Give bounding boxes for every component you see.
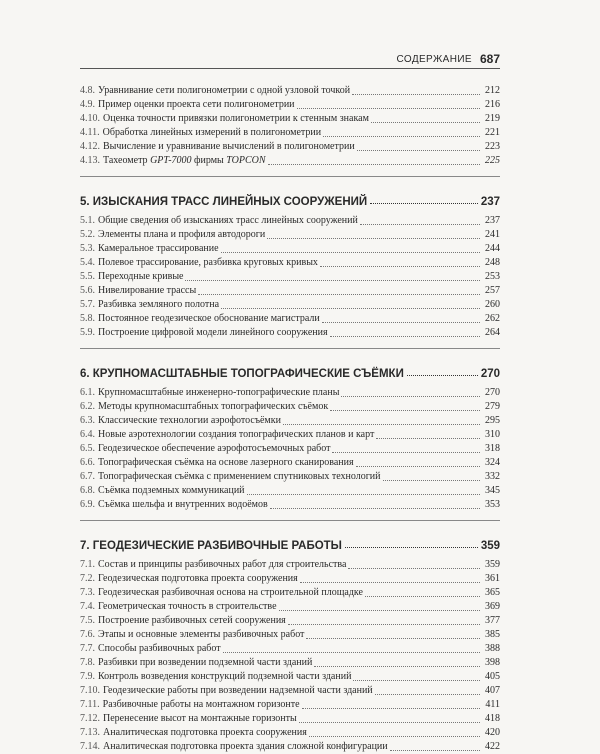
entry-number: 7.12.	[80, 713, 100, 724]
entry-title: Геодезическое обеспечение аэрофотосъемочных работ	[98, 443, 331, 454]
entry-title: Разбивочные работы на монтажном горизонте	[102, 699, 300, 710]
chapter-heading[interactable]	[80, 192, 500, 208]
entry-title: Перенесение высот на монтажные горизонты	[103, 713, 297, 724]
entry-number: 7.8.	[80, 657, 95, 668]
toc-entry[interactable]	[80, 470, 500, 484]
entry-page: 310	[485, 429, 500, 440]
toc-entry[interactable]	[80, 600, 500, 614]
entry-page: 212	[485, 85, 500, 96]
entry-title: Геодезическая разбивочная основа на строительной площадке	[98, 587, 363, 598]
entry-page: 221	[485, 127, 500, 138]
dot-leader	[299, 722, 480, 723]
entry-page: 369	[485, 601, 500, 612]
dot-leader	[352, 94, 480, 95]
entry-number: 4.8.	[80, 85, 95, 96]
dot-leader	[323, 136, 480, 137]
entry-page: 324	[485, 457, 500, 468]
dot-leader	[407, 375, 478, 376]
entry-title: Новые аэротехнологии создания топографических планов и карт	[98, 429, 375, 440]
entry-number: 7.2.	[80, 573, 95, 584]
dot-leader	[341, 396, 480, 397]
toc-entry[interactable]	[80, 84, 500, 98]
entry-title: Элементы плана и профиля автодороги	[98, 229, 266, 240]
entry-title: Съёмка шельфа и внутренних водоёмов	[98, 499, 268, 510]
entry-title: Топографическая съёмка на основе лазерного сканирования	[98, 457, 354, 468]
dot-leader	[283, 424, 480, 425]
entry-number: 7.14.	[80, 741, 100, 752]
entry-page: 377	[485, 615, 500, 626]
entry-title: Крупномасштабные инженерно-топографические планы	[98, 387, 340, 398]
entry-page: 223	[485, 141, 500, 152]
entry-title: Камеральное трассирование	[98, 243, 219, 254]
entry-number: 5.9.	[80, 327, 95, 338]
entry-page: 422	[485, 741, 500, 752]
dot-leader	[383, 480, 480, 481]
chapter-title: 7. ГЕОДЕЗИЧЕСКИЕ РАЗБИВОЧНЫЕ РАБОТЫ	[80, 540, 342, 552]
entry-title: Классические технологии аэрофотосъёмки	[98, 415, 281, 426]
entry-page: 260	[485, 299, 500, 310]
toc-entry[interactable]	[80, 126, 500, 140]
toc-entry[interactable]	[80, 726, 500, 740]
chapter-title: 6. КРУПНОМАСШТАБНЫЕ ТОПОГРАФИЧЕСКИЕ СЪЁМКИ	[80, 368, 404, 380]
toc-entry[interactable]	[80, 586, 500, 600]
toc-entry[interactable]	[80, 98, 500, 112]
toc-entry[interactable]	[80, 270, 500, 284]
entry-title: Аналитическая подготовка проекта здания сложной конфигурации	[103, 741, 388, 752]
chapter-divider	[80, 520, 500, 521]
entry-number: 5.1.	[80, 215, 95, 226]
dot-leader	[302, 708, 480, 709]
entry-title: Состав и принципы разбивочных работ для строительства	[98, 559, 347, 570]
dot-leader	[353, 680, 480, 681]
toc-entry[interactable]	[80, 414, 500, 428]
entry-number: 7.7.	[80, 643, 95, 654]
toc-entry[interactable]	[80, 684, 500, 698]
entry-page: 248	[485, 257, 500, 268]
entry-title: Геометрическая точность в строительстве	[98, 601, 277, 612]
chapter-divider	[80, 176, 500, 177]
entry-title: Нивелирование трассы	[98, 285, 197, 296]
toc-entry[interactable]	[80, 326, 500, 340]
entry-page: 411	[485, 699, 500, 710]
entry-page: 420	[485, 727, 500, 738]
entry-number: 7.11.	[80, 699, 100, 710]
dot-leader	[330, 336, 480, 337]
toc-entry[interactable]	[80, 498, 500, 512]
entry-page: 279	[485, 401, 500, 412]
dot-leader	[268, 164, 480, 165]
entry-page: 388	[485, 643, 500, 654]
chapter-page: 359	[480, 540, 500, 552]
dot-leader	[360, 224, 480, 225]
entry-number: 7.13.	[80, 727, 100, 738]
entry-page: 332	[485, 471, 500, 482]
entry-number: 5.3.	[80, 243, 95, 254]
dot-leader	[390, 750, 480, 751]
entry-page: 244	[485, 243, 500, 254]
entry-title: Разбивка земляного полотна	[98, 299, 220, 310]
entry-title: Обработка линейных измерений в полигонометрии	[102, 127, 322, 138]
dot-leader	[371, 122, 480, 123]
dot-leader	[247, 494, 480, 495]
entry-number: 7.3.	[80, 587, 95, 598]
entry-title: Оценка точности привязки полигонометрии к стенным знакам	[103, 113, 369, 124]
toc-entry[interactable]	[80, 558, 500, 572]
dot-leader	[356, 466, 480, 467]
dot-leader	[309, 736, 480, 737]
entry-page: 253	[485, 271, 500, 282]
toc-entry[interactable]	[80, 614, 500, 628]
toc-entry[interactable]	[80, 642, 500, 656]
chapter-heading[interactable]	[80, 364, 500, 380]
toc-entry[interactable]	[80, 214, 500, 228]
toc-entry[interactable]	[80, 484, 500, 498]
chapter-heading[interactable]	[80, 536, 500, 552]
dot-leader	[185, 280, 480, 281]
chapter-title: 5. ИЗЫСКАНИЯ ТРАСС ЛИНЕЙНЫХ СООРУЖЕНИЙ	[80, 196, 368, 208]
dot-leader	[375, 694, 480, 695]
toc-entry[interactable]	[80, 572, 500, 586]
toc-entry[interactable]	[80, 386, 500, 400]
page-number: 687	[479, 52, 500, 66]
dot-leader	[223, 652, 480, 653]
entry-number: 6.4.	[80, 429, 95, 440]
entry-page: 407	[485, 685, 500, 696]
entry-title: Полевое трассирование, разбивка круговых кривых	[98, 257, 318, 268]
entry-title: Переходные кривые	[98, 271, 184, 282]
entry-number: 6.9.	[80, 499, 95, 510]
page-header	[80, 52, 500, 68]
entry-title: Пример оценки проекта сети полигонометрии	[98, 99, 295, 110]
entry-title: Геодезическая подготовка проекта сооружения	[98, 573, 298, 584]
entry-number: 4.13.	[80, 155, 100, 166]
chapter-page: 270	[480, 368, 500, 380]
entry-number: 4.9.	[80, 99, 95, 110]
entry-page: 219	[485, 113, 500, 124]
entry-number: 5.7.	[80, 299, 95, 310]
entry-number: 7.10.	[80, 685, 100, 696]
entry-title: Постоянное геодезическое обоснование магистрали	[98, 313, 320, 324]
toc-entry[interactable]	[80, 256, 500, 270]
dot-leader	[198, 294, 480, 295]
entry-page: 345	[485, 485, 500, 496]
entry-page: 418	[485, 713, 500, 724]
header-rule	[80, 68, 500, 69]
entry-page: 361	[485, 573, 500, 584]
entry-title: Разбивки при возведении подземной части зданий	[98, 657, 313, 668]
entry-number: 6.5.	[80, 443, 95, 454]
entry-number: 5.6.	[80, 285, 95, 296]
chapter-divider	[80, 348, 500, 349]
chapter-page: 237	[480, 196, 500, 208]
entry-number: 6.3.	[80, 415, 95, 426]
toc-entry[interactable]	[80, 140, 500, 154]
entry-page: 365	[485, 587, 500, 598]
toc-entry[interactable]	[80, 456, 500, 470]
entry-page: 318	[485, 443, 500, 454]
toc-entry[interactable]	[80, 242, 500, 256]
entry-page: 295	[485, 415, 500, 426]
toc-entry[interactable]	[80, 400, 500, 414]
dot-leader	[267, 238, 480, 239]
dot-leader	[322, 322, 480, 323]
dot-leader	[314, 666, 480, 667]
entry-number: 7.6.	[80, 629, 95, 640]
entry-title: Построение цифровой модели линейного сооружения	[98, 327, 328, 338]
toc-entry[interactable]	[80, 670, 500, 684]
entry-title: Вычисление и уравнивание вычислений в полигонометрии	[103, 141, 355, 152]
dot-leader	[300, 582, 480, 583]
toc-entry[interactable]	[80, 154, 500, 168]
entry-number: 5.2.	[80, 229, 95, 240]
toc-entry[interactable]	[80, 442, 500, 456]
entry-page: 270	[485, 387, 500, 398]
table-of-contents	[80, 84, 500, 754]
toc-entry[interactable]	[80, 712, 500, 726]
entry-number: 5.5.	[80, 271, 95, 282]
entry-title: Тахеометр GPT-7000 фирмы TOPCON	[103, 155, 266, 166]
toc-entry[interactable]	[80, 284, 500, 298]
entry-number: 7.5.	[80, 615, 95, 626]
entry-number: 6.1.	[80, 387, 95, 398]
entry-number: 4.10.	[80, 113, 100, 124]
dot-leader	[370, 203, 478, 204]
entry-number: 4.12.	[80, 141, 100, 152]
entry-title: Контроль возведения конструкций подземной части зданий	[98, 671, 352, 682]
entry-page: 353	[485, 499, 500, 510]
entry-title: Этапы и основные элементы разбивочных работ	[98, 629, 305, 640]
toc-entry[interactable]	[80, 428, 500, 442]
dot-leader	[365, 596, 480, 597]
dot-leader	[332, 452, 480, 453]
entry-title: Методы крупномасштабных топографических съёмок	[98, 401, 329, 412]
entry-number: 6.2.	[80, 401, 95, 412]
dot-leader	[320, 266, 480, 267]
entry-title: Уравнивание сети полигонометрии с одной узловой точкой	[98, 85, 351, 96]
toc-entry[interactable]	[80, 740, 500, 754]
entry-number: 6.8.	[80, 485, 95, 496]
entry-number: 5.8.	[80, 313, 95, 324]
dot-leader	[221, 308, 480, 309]
entry-title: Аналитическая подготовка проекта сооружения	[103, 727, 307, 738]
entry-title: Геодезические работы при возведении надземной части зданий	[103, 685, 373, 696]
entry-page: 241	[485, 229, 500, 240]
entry-title: Съёмка подземных коммуникаций	[98, 485, 245, 496]
entry-number: 6.7.	[80, 471, 95, 482]
entry-page: 262	[485, 313, 500, 324]
entry-page: 405	[485, 671, 500, 682]
dot-leader	[270, 508, 480, 509]
entry-number: 6.6.	[80, 457, 95, 468]
entry-page: 359	[485, 559, 500, 570]
entry-page: 385	[485, 629, 500, 640]
entry-number: 7.4.	[80, 601, 95, 612]
entry-page: 257	[485, 285, 500, 296]
toc-entry[interactable]	[80, 112, 500, 126]
toc-entry[interactable]	[80, 628, 500, 642]
entry-page: 264	[485, 327, 500, 338]
toc-entry[interactable]	[80, 298, 500, 312]
toc-entry[interactable]	[80, 228, 500, 242]
toc-entry[interactable]	[80, 656, 500, 670]
running-head: СОДЕРЖАНИЕ	[396, 54, 472, 65]
entry-number: 5.4.	[80, 257, 95, 268]
entry-number: 4.11.	[80, 127, 100, 138]
dot-leader	[279, 610, 480, 611]
entry-page: 237	[485, 215, 500, 226]
dot-leader	[330, 410, 480, 411]
dot-leader	[345, 547, 478, 548]
entry-page: 216	[485, 99, 500, 110]
dot-leader	[306, 638, 480, 639]
entry-title: Способы разбивочных работ	[98, 643, 221, 654]
entry-number: 7.9.	[80, 671, 95, 682]
entry-title: Построение разбивочных сетей сооружения	[98, 615, 286, 626]
entry-page: 398	[485, 657, 500, 668]
dot-leader	[221, 252, 480, 253]
entry-number: 7.1.	[80, 559, 95, 570]
dot-leader	[297, 108, 480, 109]
entry-title: Топографическая съёмка с применением спутниковых технологий	[98, 471, 381, 482]
toc-entry[interactable]	[80, 312, 500, 326]
toc-entry[interactable]	[80, 698, 500, 712]
entry-title: Общие сведения об изысканиях трасс линейных сооружений	[98, 215, 358, 226]
dot-leader	[348, 568, 480, 569]
dot-leader	[376, 438, 480, 439]
dot-leader	[357, 150, 480, 151]
entry-page: 225	[485, 155, 500, 166]
dot-leader	[288, 624, 480, 625]
